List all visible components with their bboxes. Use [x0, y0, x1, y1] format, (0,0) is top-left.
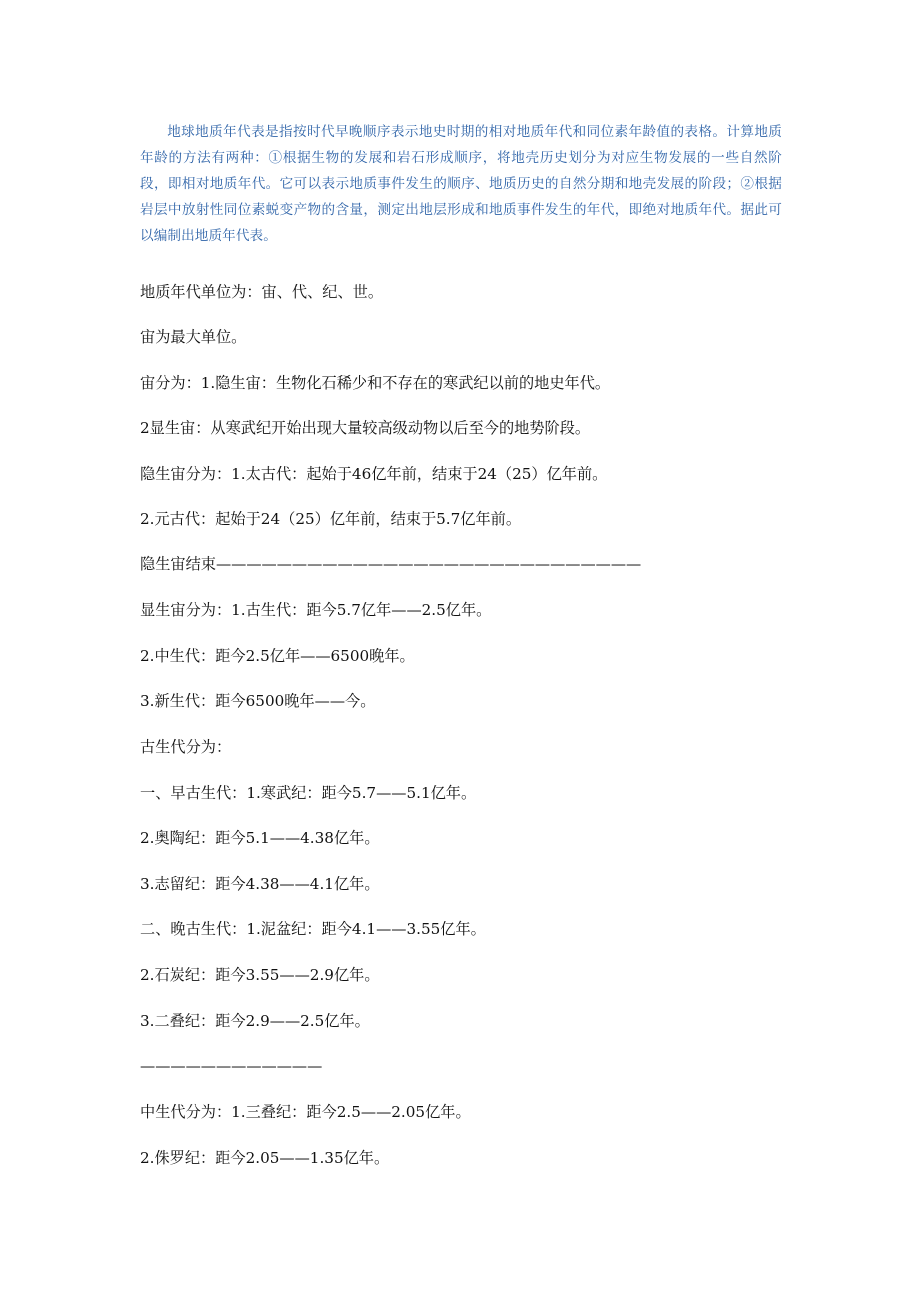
text-line-ordovician: 2.奥陶纪：距今5.1——4.38亿年。 [140, 829, 380, 847]
intro-paragraph: 地球地质年代表是指按时代早晚顺序表示地史时期的相对地质年代和同位素年龄值的表格。计算地质年龄的方法有两种：①根据生物的发展和岩石形成顺序，将地壳历史划分为对应生物发展的一些自然阶段，即相对地质年代。它可以表示地质事件发生的顺序、地质历史的自然分期和地壳发展的阶段；②根据岩层中放射性同位素蜕变产物的含量，测定出地层形成和地质事件发生的年代，即绝对地质年代。据此可以编制出地质年代表。 [140, 124, 782, 244]
text-line-silurian: 3.志留纪：距今4.38——4.1亿年。 [140, 875, 380, 893]
text-line-early-paleozoic: 一、早古生代：1.寒武纪：距今5.7——5.1亿年。 [140, 784, 477, 802]
text-line-jurassic: 2.侏罗纪：距今2.05——1.35亿年。 [140, 1149, 390, 1167]
text-line-phanerozoic-division: 显生宙分为：1.古生代：距今5.7亿年——2.5亿年。 [140, 601, 492, 619]
text-line-carboniferous: 2.石炭纪：距今3.55——2.9亿年。 [140, 966, 380, 984]
text-line-cryptozoic-end: 隐生宙结束———————————————————————————— [140, 555, 642, 573]
text-line-eon-largest: 宙为最大单位。 [140, 328, 247, 346]
text-line-cryptozoic-division: 隐生宙分为：1.太古代：起始于46亿年前，结束于24（25）亿年前。 [140, 465, 608, 483]
text-line-mesozoic: 2.中生代：距今2.5亿年——6500晚年。 [140, 647, 415, 665]
text-line-eon-division: 宙分为：1.隐生宙：生物化石稀少和不存在的寒武纪以前的地史年代。 [140, 374, 611, 392]
text-line-cenozoic: 3.新生代：距今6500晚年——今。 [140, 692, 376, 710]
text-line-permian: 3.二叠纪：距今2.9——2.5亿年。 [140, 1012, 370, 1030]
text-line-phanerozoic: 2显生宙：从寒武纪开始出现大量较高级动物以后至今的地势阶段。 [140, 419, 591, 437]
text-line-proterozoic: 2.元古代：起始于24（25）亿年前，结束于5.7亿年前。 [140, 510, 522, 528]
text-line-separator: ———————————— [140, 1057, 323, 1075]
text-line-mesozoic-division: 中生代分为：1.三叠纪：距今2.5——2.05亿年。 [140, 1103, 471, 1121]
text-line-paleozoic-heading: 古生代分为： [140, 738, 232, 756]
text-line-late-paleozoic: 二、晚古生代：1.泥盆纪：距今4.1——3.55亿年。 [140, 920, 486, 938]
text-line-era-units: 地质年代单位为：宙、代、纪、世。 [140, 283, 383, 301]
